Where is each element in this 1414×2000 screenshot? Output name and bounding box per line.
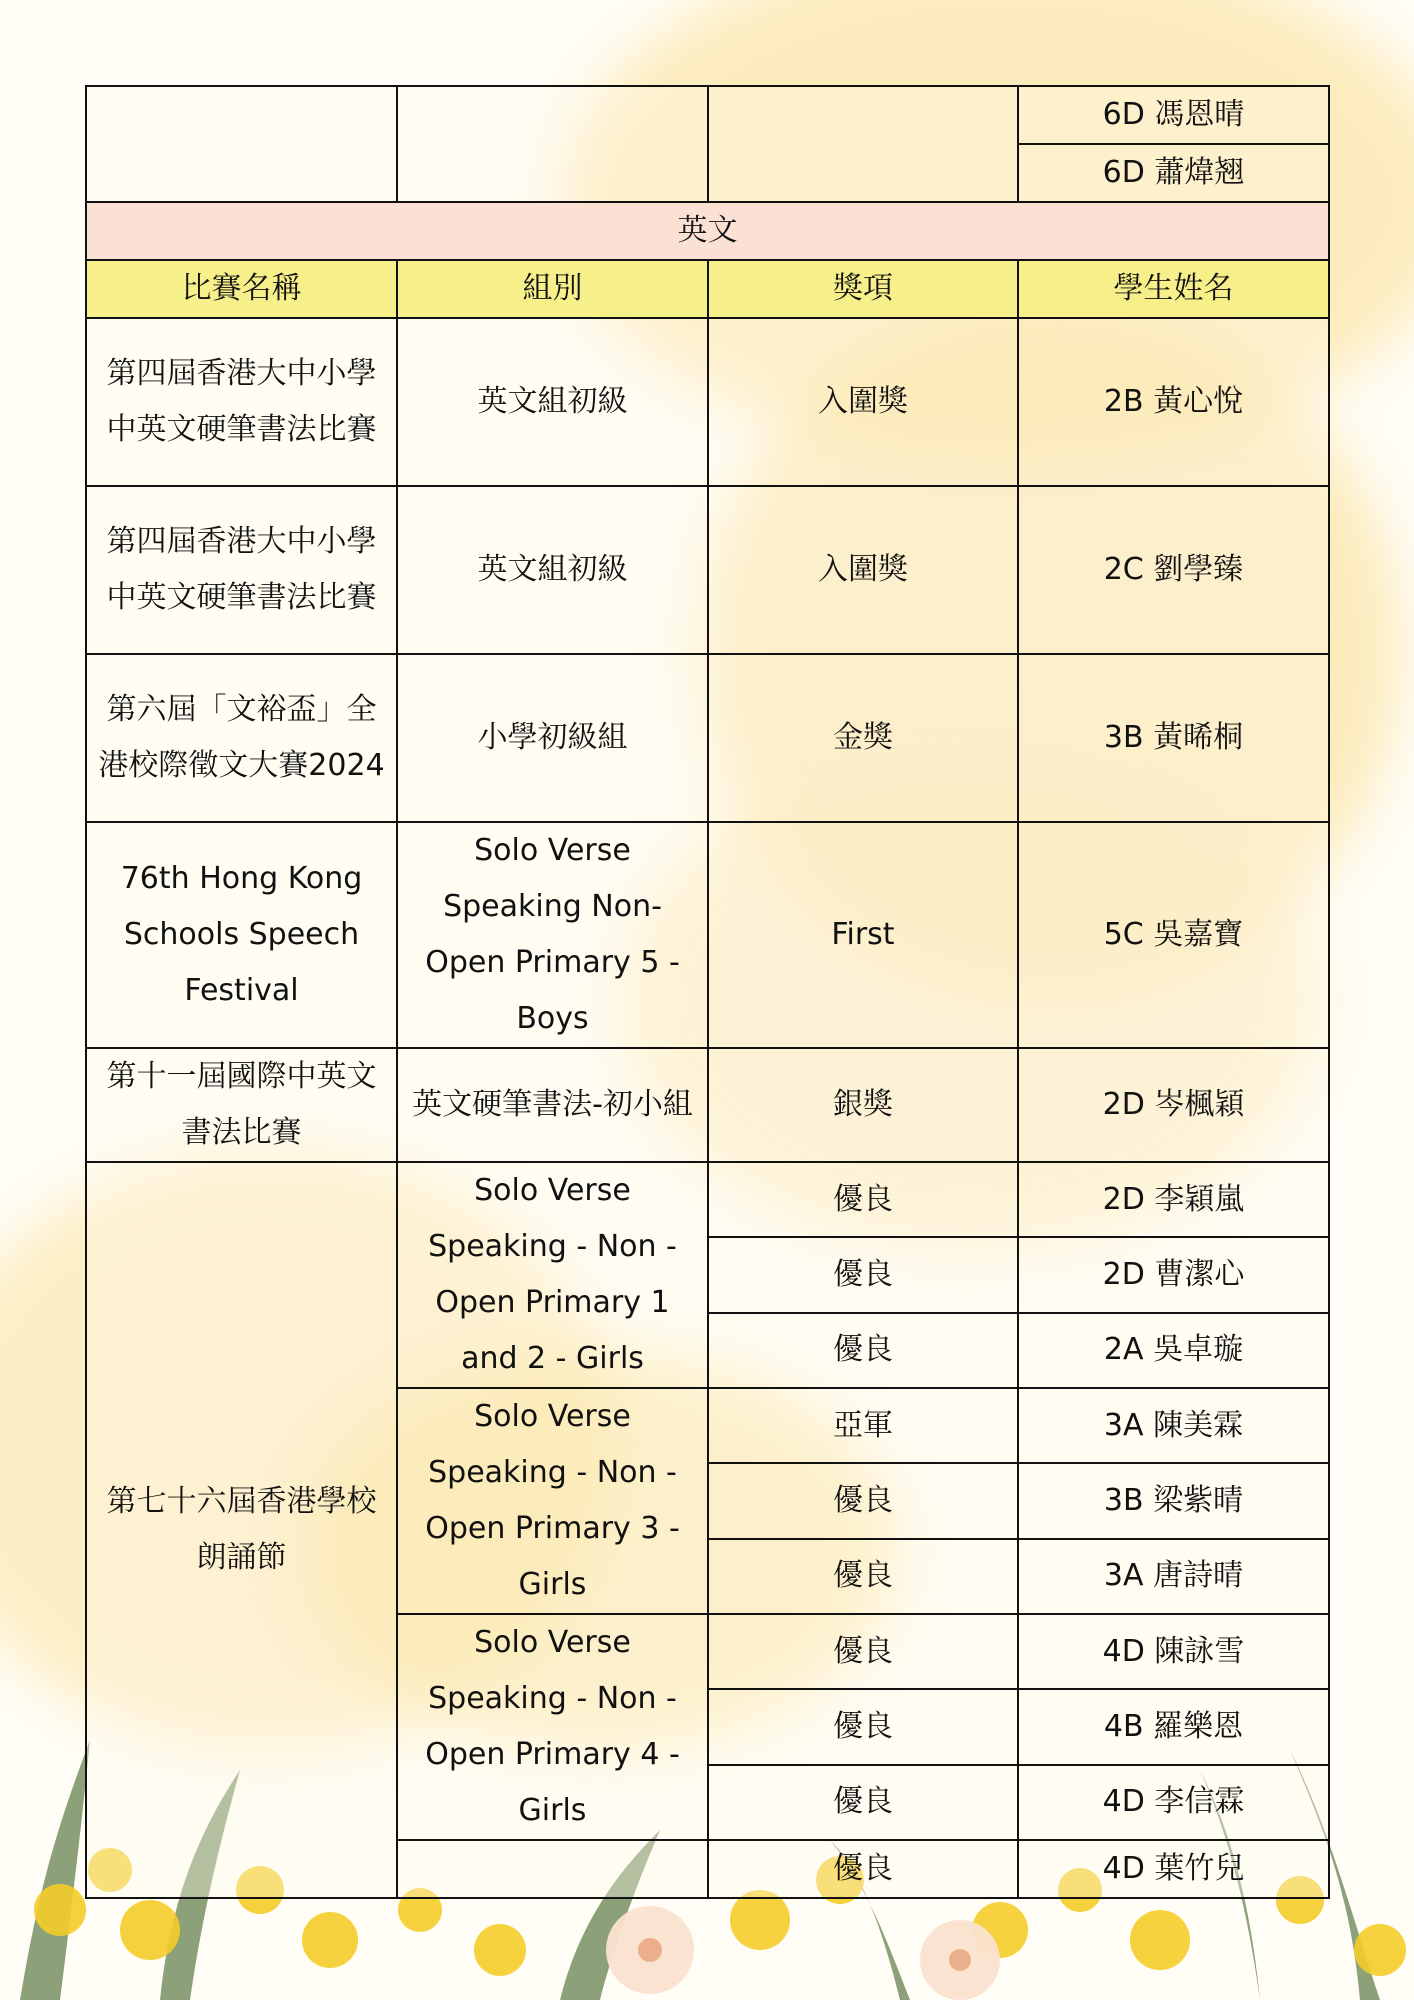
- group-cell: 英文組初級: [397, 486, 708, 654]
- table-row: [86, 318, 1329, 486]
- student-name-cell: 3B 梁紫晴: [1018, 1463, 1329, 1538]
- student-name-cell: 2A 吳卓璇: [1018, 1313, 1329, 1388]
- student-name-cell: 2B 黃心悅: [1018, 318, 1329, 486]
- student-name-cell: 3B 黃晞桐: [1018, 654, 1329, 822]
- student-name-cell: 2D 曹潔心: [1018, 1237, 1329, 1312]
- table-cell: [397, 86, 708, 202]
- section-title: 英文: [86, 202, 1329, 260]
- competition-cell: 76th Hong Kong Schools Speech Festival: [86, 822, 397, 1048]
- group-cell: Solo Verse Speaking - Non - Open Primary 1 and 2 - Girls: [397, 1162, 708, 1388]
- header-row: [86, 260, 1329, 318]
- group-cell: 小學初級組: [397, 654, 708, 822]
- header-student: 學生姓名: [1018, 260, 1329, 318]
- student-name-cell: 5C 吳嘉寶: [1018, 822, 1329, 1048]
- student-name-cell: 3A 唐詩晴: [1018, 1539, 1329, 1614]
- competition-cell: 第四屆香港大中小學中英文硬筆書法比賽: [86, 486, 397, 654]
- section-row: [86, 202, 1329, 260]
- award-cell: 優良: [708, 1237, 1018, 1312]
- table-row: [86, 654, 1329, 822]
- award-cell: 銀獎: [708, 1048, 1018, 1162]
- table-cell: [708, 86, 1018, 202]
- group-cell: Solo Verse Speaking - Non - Open Primary 3 - Girls: [397, 1388, 708, 1614]
- group-cell: 英文組初級: [397, 318, 708, 486]
- award-cell: First: [708, 822, 1018, 1048]
- table-row: [86, 822, 1329, 1048]
- group-cell: Solo Verse Speaking Non-Open Primary 5 - Boys: [397, 822, 708, 1048]
- award-cell: 優良: [708, 1689, 1018, 1764]
- student-name-cell: 6D 蕭煒翘: [1018, 144, 1329, 202]
- award-cell: 金獎: [708, 654, 1018, 822]
- award-cell: 入圍獎: [708, 318, 1018, 486]
- award-cell: 入圍獎: [708, 486, 1018, 654]
- table-cell: [86, 86, 397, 202]
- table-row: [86, 1048, 1329, 1162]
- competition-cell: 第十一屆國際中英文書法比賽: [86, 1048, 397, 1162]
- award-cell: 優良: [708, 1539, 1018, 1614]
- group-cell: [397, 1840, 708, 1898]
- table-row: [86, 86, 1329, 144]
- header-award: 獎項: [708, 260, 1018, 318]
- award-cell: 亞軍: [708, 1388, 1018, 1463]
- group-cell: Solo Verse Speaking - Non - Open Primary 4 - Girls: [397, 1614, 708, 1840]
- student-name-cell: 4D 葉竹兒: [1018, 1840, 1329, 1898]
- awards-table: [85, 85, 1330, 1899]
- competition-cell: 第六屆「文裕盃」全港校際徵文大賽2024: [86, 654, 397, 822]
- student-name-cell: 4D 李信霖: [1018, 1765, 1329, 1840]
- table-row: [86, 486, 1329, 654]
- award-cell: 優良: [708, 1313, 1018, 1388]
- student-name-cell: 2C 劉學臻: [1018, 486, 1329, 654]
- award-cell: 優良: [708, 1162, 1018, 1237]
- competition-cell: 第四屆香港大中小學中英文硬筆書法比賽: [86, 318, 397, 486]
- award-cell: 優良: [708, 1840, 1018, 1898]
- award-cell: 優良: [708, 1614, 1018, 1689]
- student-name-cell: 3A 陳美霖: [1018, 1388, 1329, 1463]
- header-group: 組別: [397, 260, 708, 318]
- table-row: [86, 1162, 1329, 1237]
- award-cell: 優良: [708, 1765, 1018, 1840]
- award-cell: 優良: [708, 1463, 1018, 1538]
- header-competition: 比賽名稱: [86, 260, 397, 318]
- student-name-cell: 2D 岑楓穎: [1018, 1048, 1329, 1162]
- student-name-cell: 6D 馮恩晴: [1018, 86, 1329, 144]
- student-name-cell: 4B 羅樂恩: [1018, 1689, 1329, 1764]
- student-name-cell: 2D 李穎嵐: [1018, 1162, 1329, 1237]
- student-name-cell: 4D 陳詠雪: [1018, 1614, 1329, 1689]
- competition-cell: 第七十六屆香港學校朗誦節: [86, 1162, 397, 1898]
- group-cell: 英文硬筆書法-初小組: [397, 1048, 708, 1162]
